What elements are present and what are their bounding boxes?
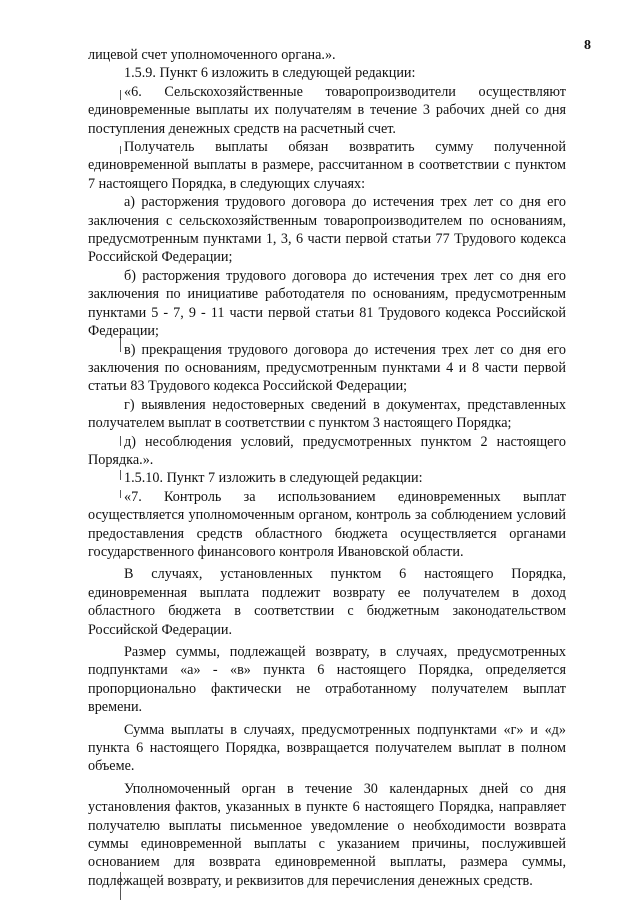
document-body <box>88 46 566 890</box>
paragraph-subpoint-b: б) расторжения трудового договора до истечения трех лет со дня его заключения по инициативе работодателя по основаниям, предусмотренным пунктами 5 - 7, 9 - 11 части первой статьи 81 Трудового кодекса Российской Федерации; <box>88 267 566 340</box>
paragraph-subpoint-a: а) расторжения трудового договора до истечения трех лет со дня его заключения с сельскохозяйственным товаропроизводителем по основаниям, предусмотренным пунктами 1, 3, 6 части первой статьи 77 Трудового кодекса Российской Федерации; <box>88 194 566 266</box>
paragraph-subpoint-g: г) выявления недостоверных сведений в документах, представленных получателем выплат в соответствии с пунктом 3 настоящего Порядка; <box>88 396 566 432</box>
paragraph-1-5-10: 1.5.10. Пункт 7 изложить в следующей редакции: <box>124 470 423 487</box>
paragraph-full-refund: Сумма выплаты в случаях, предусмотренных подпунктами «г» и «д» пункта 6 настоящего Порядка, возвращается получателем выплат в полном объеме. <box>88 721 566 775</box>
paragraph-point-7-control: «7. Контроль за использованием единовременных выплат осуществляется уполномоченным органом, контроль за соблюдением условий предоставления средств областного бюджета осуществляется органами государственного финансового контроля Ивановской области. <box>88 488 566 560</box>
paragraph-continuation: лицевой счет уполномоченного органа.». <box>88 47 336 63</box>
page-number: 8 <box>584 38 591 53</box>
paragraph-refund-amount: Размер суммы, подлежащей возврату, в случаях, предусмотренных подпунктами «а» - «в» пункта 6 настоящего Порядка, определяется пропорционально фактически не отработанному получателем выплат времени. <box>88 644 566 716</box>
paragraph-subpoint-d: д) несоблюдения условий, предусмотренных пунктом 2 настоящего Порядка.». <box>88 433 566 468</box>
paragraph-notification: Уполномоченный орган в течение 30 календарных дней со дня установления фактов, указанных в пункте 6 настоящего Порядка, направляет получателю выплаты письменное уведомление о необходимости возврата суммы единовременной выплаты с указанием причины, послужившей основанием для возврата единовременной выплаты, размера суммы, подлежащей возврату, и реквизитов для перечисления денежных средств. <box>88 780 566 889</box>
paragraph-1-5-9: 1.5.9. Пункт 6 изложить в следующей редакции: <box>124 65 416 82</box>
paragraph-subpoint-v: в) прекращения трудового договора до истечения трех лет со дня его заключения по основаниям, предусмотренным пунктами 4 и 8 части первой статьи 83 Трудового кодекса Российской Федерации; <box>88 341 566 395</box>
paragraph-point-6-intro: «6. Сельскохозяйственные товаропроизводители осуществляют единовременные выплаты их получателям в течение 3 рабочих дней со дня поступления денежных средств на расчетный счет. <box>88 83 566 137</box>
paragraph-recipient-obligation: Получатель выплаты обязан возвратить сумму полученной единовременной выплаты в размере, рассчитанном в соответствии с пунктом 7 настоящего Порядка, в следующих случаях: <box>88 139 566 192</box>
paragraph-refund-cases: В случаях, установленных пунктом 6 настоящего Порядка, единовременная выплата подлежит возврату ее получателем в доход областного бюджета в соответствии с бюджетным законодательством Российской Федерации. <box>88 566 566 638</box>
